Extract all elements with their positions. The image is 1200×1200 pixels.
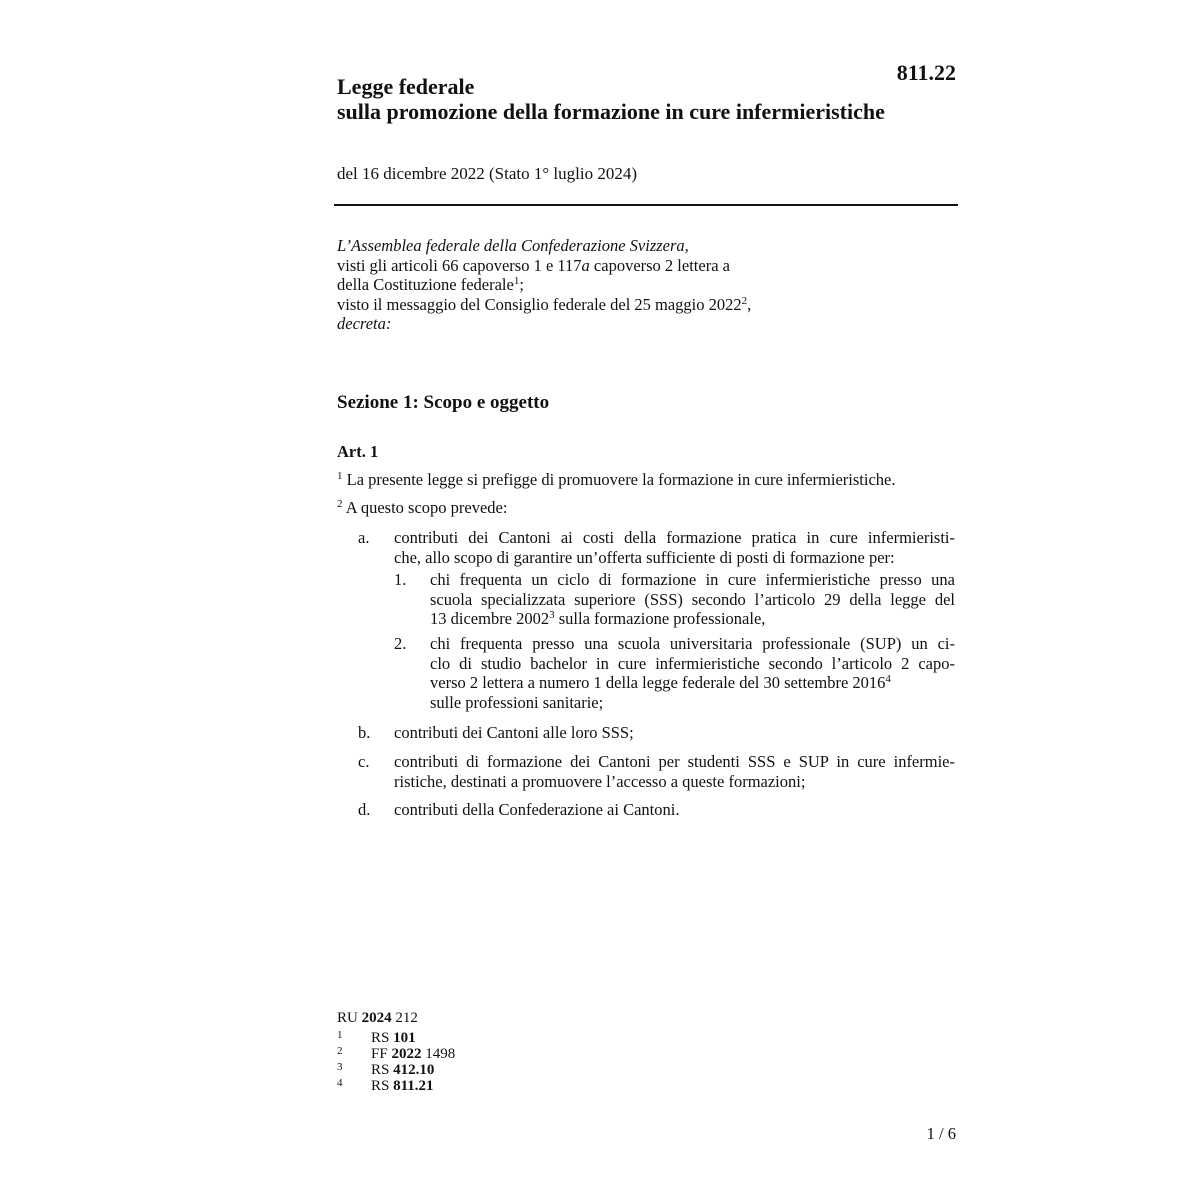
preamble <box>337 236 957 334</box>
paragraph-number: 1 <box>337 470 343 482</box>
section-title: Sezione 1: Scopo e oggetto <box>337 392 550 413</box>
list-marker: d. <box>358 800 371 819</box>
list-item-d: d. contributi della Confederazione ai Cantoni. <box>358 800 680 819</box>
article-title: Art. 1 <box>337 442 379 461</box>
list-item-b: b. contributi dei Cantoni alle loro SSS; <box>358 723 634 742</box>
list-marker: 2. <box>394 634 407 653</box>
footnote-ref-1[interactable]: 1 <box>513 275 520 287</box>
preamble-line3: visto il messaggio del Consiglio federale del 25 maggio 2022$^2$, <box>337 294 752 314</box>
law-title-line1: Legge federale <box>337 74 475 99</box>
header-divider <box>334 204 958 206</box>
footnote-2: 2 FF 2022 1498 <box>337 1045 456 1062</box>
law-title <box>337 74 957 124</box>
footnote-1: 1 RS 101 <box>337 1029 416 1046</box>
footnote-ref-2[interactable]: 2 <box>741 294 748 307</box>
footnote-ref-3[interactable]: 3 <box>549 609 555 621</box>
paragraph-number: 2 <box>337 498 343 510</box>
official-collection-ref: RU 2024 212 <box>337 1010 418 1026</box>
list-subitem-1: 1. chi frequenta un ciclo di formazione in cure infermieristiche presso una scuola specializzata superiore (SSS) secondo l’articolo 29 della legge del 13 dicembre 2002$^3$ sulla formazione professionale, <box>394 570 955 628</box>
article-paragraph-2: $^2$ A questo scopo prevede: <box>337 498 508 517</box>
list-item-a: a. contributi dei Cantoni ai costi della formazione pratica in cure infermieristi- che, allo scopo di garantire un’offerta sufficiente di posti di formazione per: <box>358 528 955 567</box>
list-marker: b. <box>358 723 371 742</box>
footnote-ref-4[interactable]: 4 <box>885 673 891 685</box>
law-date: del 16 dicembre 2022 (Stato 1° luglio 2024) <box>337 164 637 183</box>
preamble-line1: visti gli articoli 66 capoverso 1 e 117a capoverso 2 lettera a <box>337 255 730 275</box>
preamble-assembly: L’Assemblea federale della Confederazione Svizzera, <box>337 236 689 255</box>
list-marker: 1. <box>394 570 407 589</box>
list-item-c: c. contributi di formazione dei Cantoni per studenti SSS e SUP in cure infermie- ristiche, destinati a promuovere l’accesso a queste formazioni; <box>358 752 955 791</box>
list-subitem-2: 2. chi frequenta presso una scuola universitaria professionale (SUP) un ci- clo di studio bachelor in cure infermieristiche secondo l’articolo 2 capo- verso 2 lettera a numero 1 della legge federale del 30 settembre 2016$^4$ sulle professioni sanitarie; <box>394 634 955 712</box>
page-number: 1 / 6 <box>926 1124 956 1143</box>
sr-number: 811.22 <box>896 60 956 85</box>
preamble-line2: della Costituzione federale$^1$; <box>337 275 524 294</box>
article-paragraph-1: $^1$ La presente legge si prefigge di promuovere la formazione in cure infermieristiche. <box>337 470 896 489</box>
footnote-3: 3 RS 412.10 <box>337 1061 435 1078</box>
footnotes <box>337 1010 456 1094</box>
list-marker: a. <box>358 528 370 547</box>
list-marker: c. <box>358 752 370 771</box>
footnote-4: 4 RS 811.21 <box>337 1077 434 1094</box>
law-title-line2: sulla promozione della formazione in cure infermieristiche <box>337 99 885 124</box>
preamble-decrees: decreta: <box>337 314 392 333</box>
